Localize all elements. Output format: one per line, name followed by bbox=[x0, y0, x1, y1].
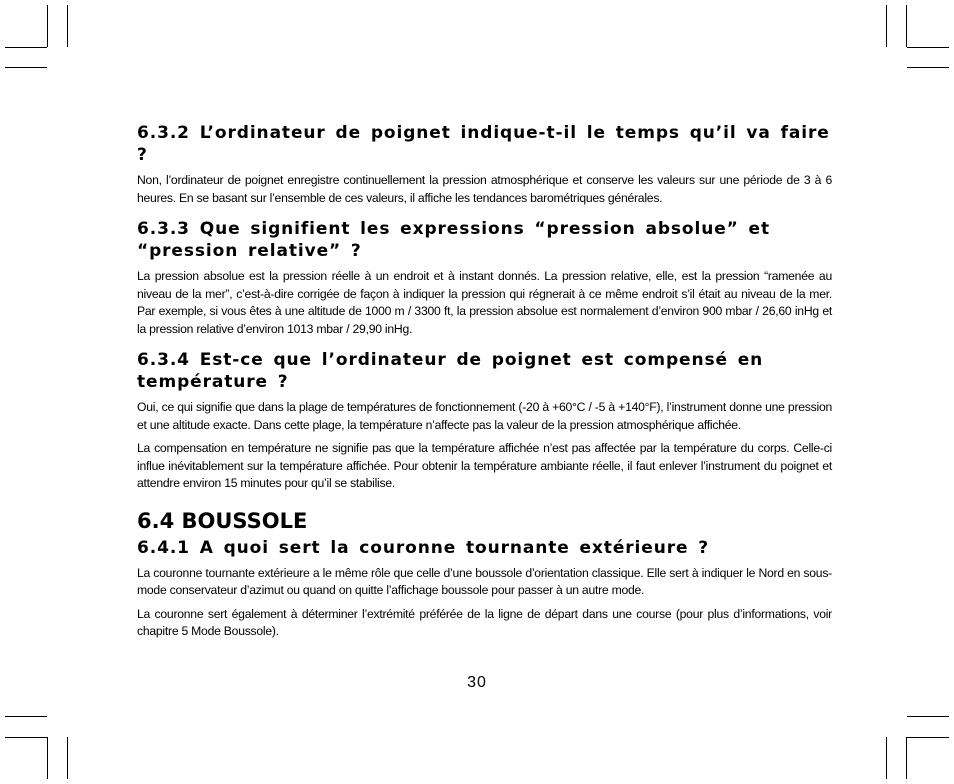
page-number: 30 bbox=[467, 674, 487, 691]
crop-mark-bottom-left-vertical-inner bbox=[67, 737, 68, 779]
section-heading-6-4-1: 6.4.1 A quoi sert la couronne tournante extérieure ? bbox=[137, 537, 709, 558]
crop-mark-top-left-vertical-inner bbox=[67, 5, 68, 47]
section-paragraph: La compensation en température ne signifie pas que la température affichée n’est pas affectée par la température du corps. Celle-ci influe inévitablement sur la température affichée. Pour obtenir la température ambiante réelle, il faut enlever l’instrument du poignet et attendre environ 15 minutes pour qu’il se stabilise. bbox=[137, 441, 832, 490]
section-paragraph: La couronne tournante extérieure a le même rôle que celle d’une boussole d’orientation classique. Elle sert à indiquer le Nord en sous-mode conservateur d’azimut ou quand on quitte l’affichage boussole pour passer à un autre mode. bbox=[137, 565, 832, 597]
crop-mark-top-left-vertical-outer bbox=[47, 5, 48, 47]
crop-mark-bottom-left-horizontal-lower bbox=[5, 737, 47, 738]
crop-mark-bottom-right-horizontal-lower bbox=[907, 737, 949, 738]
crop-mark-top-right-vertical-outer bbox=[906, 5, 907, 47]
crop-mark-bottom-right-horizontal-upper bbox=[907, 716, 949, 717]
crop-mark-top-right-horizontal-upper bbox=[907, 47, 949, 48]
crop-mark-bottom-right-vertical-inner bbox=[886, 737, 887, 779]
section-heading-6-3-2: 6.3.2 L’ordinateur de poignet indique-t-il le temps qu’il va faire ? bbox=[137, 123, 830, 165]
crop-mark-top-right-horizontal-lower bbox=[907, 67, 949, 68]
page-content bbox=[137, 122, 832, 641]
chapter-heading-6-4: 6.4 BOUSSOLE bbox=[137, 508, 308, 533]
section-paragraph: La pression absolue est la pression réelle à un endroit et à instant donnés. La pression relative, elle, est la pression “ramenée au niveau de la mer”, c’est-à-dire corrigée de façon à indiquer la pression qui régnerait à ce même endroit s’il était au niveau de la mer. Par exemple, si vous êtes à une altitude de 1000 m / 3300 ft, la pression absolue est normalement d’environ 900 mbar / 26,60 inHg et la pression relative d’environ 1013 mbar / 29,90 inHg. bbox=[137, 269, 832, 336]
crop-mark-top-right-vertical-inner bbox=[886, 5, 887, 47]
section-paragraph: Oui, ce qui signifie que dans la plage de températures de fonctionnement (-20 à +60°C / -5 à +140°F), l’instrument donne une pression et une altitude exacte. Dans cette plage, la température n’affecte pas la valeur de la pression atmosphérique affichée. bbox=[137, 400, 832, 432]
section-paragraph: Non, l’ordinateur de poignet enregistre continuellement la pression atmosphérique et conserve les valeurs sur une période de 3 à 6 heures. En se basant sur l’ensemble de ces valeurs, il affiche les tendances barométriques générales. bbox=[137, 173, 832, 205]
section-heading-6-3-4: 6.3.4 Est-ce que l’ordinateur de poignet est compensé en température ? bbox=[137, 350, 764, 392]
crop-mark-bottom-left-horizontal-upper bbox=[5, 716, 47, 717]
section-heading-6-3-3: 6.3.3 Que signifient les expressions “pression absolue” et “pression relative” ? bbox=[137, 219, 770, 261]
crop-mark-bottom-right-vertical-outer bbox=[906, 737, 907, 779]
crop-mark-bottom-left-vertical-outer bbox=[47, 737, 48, 779]
crop-mark-top-left-horizontal-lower bbox=[5, 67, 47, 68]
section-paragraph: La couronne sert également à déterminer l’extrémité préférée de la ligne de départ dans une course (pour plus d’informations, voir chapitre 5 Mode Boussole). bbox=[137, 606, 832, 638]
crop-mark-top-left-horizontal-upper bbox=[5, 47, 47, 48]
